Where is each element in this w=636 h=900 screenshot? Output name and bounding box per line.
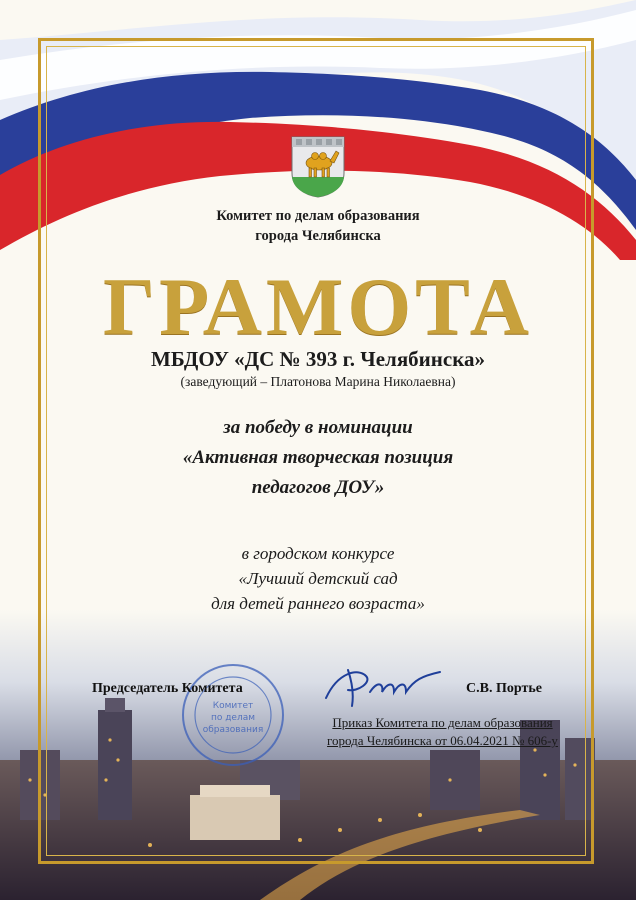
nomination-line-2: «Активная творческая позиция [182,447,454,468]
city-coat-of-arms-icon [288,133,348,199]
chair-title: Председатель Комитета [92,681,243,696]
handwritten-signature [318,662,448,710]
nomination-line-1: за победу в номинации [223,417,413,438]
chair-name: С.В. Портье [466,681,542,696]
order-line-1: Приказ Комитета по делам образования [332,715,553,730]
committee-seal-stamp [178,660,288,770]
contest-line-2: «Лучший детский сад [238,569,398,588]
nomination-line-3: педагогов ДОУ» [251,477,385,498]
svg-text:по делам: по делам [210,713,256,723]
committee-line-1: Комитет по делам образования [216,208,420,224]
committee-line-2: города Челябинска [255,228,381,244]
recipient-organization: МБДОУ «ДС № 393 г. Челябинска» [151,347,485,371]
order-reference [300,714,585,750]
issuer-committee [60,206,576,246]
contest-line-3: для детей раннего возраста» [211,594,425,613]
svg-text:Комитет: Комитет [212,701,254,711]
contest-block [60,541,576,616]
recipient-head: (заведующий – Платонова Марина Николаевна) [180,374,456,389]
nomination-block [60,413,576,503]
certificate-title: ГРАМОТА [103,261,533,352]
svg-text:образования: образования [202,725,264,735]
order-line-2: города Челябинска от 06.04.2021 № 606-у [327,733,558,748]
contest-line-1: в городском конкурсе [241,544,395,563]
